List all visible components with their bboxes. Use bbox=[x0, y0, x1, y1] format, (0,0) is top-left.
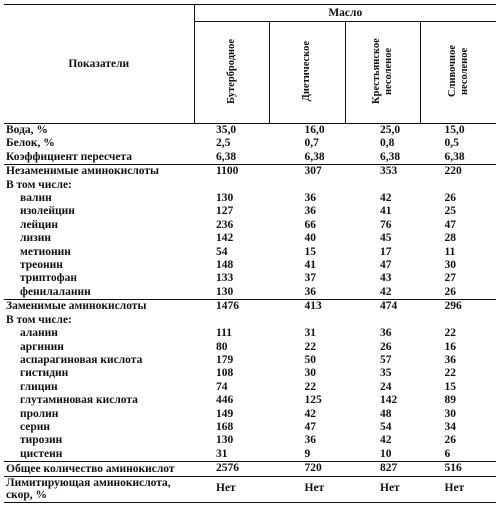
indicator-header: Показатели bbox=[4, 5, 194, 124]
table-row bbox=[4, 179, 496, 192]
cell-value: 6 bbox=[444, 447, 451, 460]
column-header-sandwich: Бутербродное bbox=[194, 22, 270, 124]
table-row bbox=[4, 151, 496, 165]
cell-value: 108 bbox=[216, 367, 234, 380]
cell-value: 130 bbox=[216, 192, 234, 205]
cell-value: 26 bbox=[444, 192, 456, 205]
row-label: аланин bbox=[20, 327, 58, 340]
row-label: гистидин bbox=[20, 367, 69, 380]
cell-value: Нет bbox=[421, 476, 497, 502]
row-label: В том числе: bbox=[6, 178, 72, 191]
table-row bbox=[4, 205, 496, 218]
cell-value: 54 bbox=[380, 420, 392, 433]
cell-value: 43 bbox=[380, 272, 392, 285]
table-row bbox=[4, 219, 496, 232]
table-row bbox=[4, 421, 496, 434]
cell-value: 10 bbox=[380, 447, 392, 460]
row-label: Лимитирующая аминокислота, скор, % bbox=[4, 476, 194, 502]
cell-value: 25 bbox=[444, 205, 456, 218]
cell-value: 26 bbox=[380, 340, 392, 353]
cell-value: 30 bbox=[444, 407, 456, 420]
cell-value bbox=[270, 179, 346, 192]
cell-value: 24 bbox=[380, 380, 392, 393]
cell-value: 0,7 bbox=[304, 137, 319, 150]
cell-value bbox=[270, 314, 346, 327]
cell-value: 22 bbox=[304, 340, 316, 353]
cell-value: 47 bbox=[444, 218, 456, 231]
cell-value: 36 bbox=[380, 327, 392, 340]
table-row bbox=[4, 367, 496, 380]
row-label: Белок, % bbox=[6, 137, 55, 150]
column-header-peasant-unsalted: Крестьянское несоленое bbox=[345, 22, 421, 124]
butter-amino-acid-table bbox=[4, 4, 496, 503]
table-row bbox=[4, 124, 496, 138]
cell-value: 57 bbox=[380, 353, 392, 366]
cell-value: 47 bbox=[304, 420, 316, 433]
cell-value: 149 bbox=[216, 407, 234, 420]
cell-value: 148 bbox=[216, 259, 234, 272]
table-row bbox=[4, 259, 496, 272]
cell-value: 31 bbox=[216, 447, 228, 460]
cell-value: 220 bbox=[421, 165, 497, 179]
row-label: лизин bbox=[20, 232, 51, 245]
row-label: Незаменимые аминокислоты bbox=[4, 165, 194, 179]
table-row bbox=[4, 408, 496, 421]
butter-group-header: Масло bbox=[194, 5, 496, 22]
cell-value: 26 bbox=[444, 285, 456, 298]
cell-value: 42 bbox=[304, 407, 316, 420]
cell-value: 80 bbox=[216, 340, 228, 353]
table-row bbox=[4, 246, 496, 259]
cell-value: Нет bbox=[345, 476, 421, 502]
cell-value: 41 bbox=[380, 205, 392, 218]
cell-value: 36 bbox=[304, 205, 316, 218]
cell-value: 22 bbox=[444, 367, 456, 380]
cell-value: 2576 bbox=[194, 462, 270, 476]
cell-value bbox=[345, 314, 421, 327]
row-label: аспарагиновая кислота bbox=[20, 353, 143, 366]
cell-value: 353 bbox=[345, 165, 421, 179]
cell-value: 6,38 bbox=[380, 150, 401, 163]
cell-value: 47 bbox=[380, 259, 392, 272]
table-row bbox=[4, 192, 496, 205]
cell-value: 36 bbox=[304, 285, 316, 298]
cell-value: 22 bbox=[304, 380, 316, 393]
column-header-sweet-cream-unsalted: Сливочное несоленое bbox=[421, 22, 497, 124]
cell-value: 50 bbox=[304, 353, 316, 366]
cell-value: 36 bbox=[444, 353, 456, 366]
cell-value: 111 bbox=[216, 327, 232, 340]
cell-value bbox=[345, 179, 421, 192]
table-row bbox=[4, 300, 496, 314]
cell-value: 30 bbox=[304, 367, 316, 380]
table-row bbox=[4, 354, 496, 367]
cell-value: Нет bbox=[194, 476, 270, 502]
cell-value: 76 bbox=[380, 218, 392, 231]
row-label: треонин bbox=[20, 259, 63, 272]
cell-value: 28 bbox=[444, 232, 456, 245]
table-row bbox=[4, 232, 496, 245]
row-label: аргинин bbox=[20, 340, 64, 353]
table-row bbox=[4, 434, 496, 447]
row-label: валин bbox=[20, 192, 52, 205]
cell-value: 30 bbox=[444, 259, 456, 272]
cell-value: 6,38 bbox=[216, 150, 237, 163]
cell-value: 35,0 bbox=[216, 124, 237, 136]
cell-value: 474 bbox=[345, 300, 421, 314]
cell-value: 0,5 bbox=[444, 137, 459, 150]
row-label: изолейцин bbox=[20, 205, 75, 218]
cell-value: 66 bbox=[304, 218, 316, 231]
column-header-dietary: Диетическое bbox=[270, 22, 346, 124]
table-row bbox=[4, 394, 496, 407]
cell-value: 0,8 bbox=[380, 137, 395, 150]
cell-value: 37 bbox=[304, 272, 316, 285]
cell-value: Нет bbox=[270, 476, 346, 502]
table-row bbox=[4, 272, 496, 285]
row-label: метионин bbox=[20, 245, 71, 258]
table-body bbox=[4, 124, 496, 503]
table-row bbox=[4, 476, 496, 502]
cell-value: 9 bbox=[304, 447, 311, 460]
cell-value: 41 bbox=[304, 259, 316, 272]
cell-value: 16,0 bbox=[304, 124, 325, 136]
row-label: В том числе: bbox=[6, 313, 72, 326]
cell-value: 827 bbox=[345, 462, 421, 476]
cell-value: 446 bbox=[216, 394, 234, 407]
cell-value: 133 bbox=[216, 272, 234, 285]
cell-value: 236 bbox=[216, 218, 234, 231]
table-row bbox=[4, 327, 496, 340]
row-label: глицин bbox=[20, 380, 58, 393]
row-label: цистеин bbox=[20, 447, 63, 460]
cell-value: 516 bbox=[421, 462, 497, 476]
cell-value: 16 bbox=[444, 340, 456, 353]
cell-value: 1476 bbox=[194, 300, 270, 314]
cell-value: 35 bbox=[380, 367, 392, 380]
row-label: Заменимые аминокислоты bbox=[4, 300, 194, 314]
cell-value: 27 bbox=[444, 272, 456, 285]
cell-value: 127 bbox=[216, 205, 234, 218]
cell-value: 26 bbox=[444, 434, 456, 447]
cell-value: 130 bbox=[216, 434, 234, 447]
cell-value: 720 bbox=[270, 462, 346, 476]
cell-value: 89 bbox=[444, 394, 456, 407]
table-row bbox=[4, 165, 496, 179]
cell-value: 15,0 bbox=[444, 124, 465, 136]
row-label: тирозин bbox=[20, 434, 63, 447]
cell-value: 31 bbox=[304, 327, 316, 340]
row-label: Общее количество аминокислот bbox=[4, 462, 194, 476]
cell-value: 307 bbox=[270, 165, 346, 179]
cell-value bbox=[421, 314, 497, 327]
cell-value: 15 bbox=[304, 245, 316, 258]
cell-value: 179 bbox=[216, 353, 234, 366]
row-label: глутаминовая кислота bbox=[20, 394, 138, 407]
cell-value: 22 bbox=[444, 327, 456, 340]
row-label: серин bbox=[20, 420, 50, 433]
row-label: фенилаланин bbox=[20, 285, 91, 298]
cell-value: 6,38 bbox=[304, 150, 325, 163]
table-row bbox=[4, 381, 496, 394]
cell-value: 45 bbox=[380, 232, 392, 245]
cell-value: 40 bbox=[304, 232, 316, 245]
table-row bbox=[4, 137, 496, 150]
cell-value: 6,38 bbox=[444, 150, 465, 163]
cell-value: 130 bbox=[216, 285, 234, 298]
cell-value: 15 bbox=[444, 380, 456, 393]
cell-value: 74 bbox=[216, 380, 228, 393]
cell-value bbox=[194, 179, 270, 192]
cell-value: 34 bbox=[444, 420, 456, 433]
cell-value: 42 bbox=[380, 434, 392, 447]
cell-value: 296 bbox=[421, 300, 497, 314]
cell-value: 11 bbox=[444, 245, 456, 258]
cell-value: 1100 bbox=[194, 165, 270, 179]
cell-value: 2,5 bbox=[216, 137, 231, 150]
row-label: Коэффициент пересчета bbox=[6, 150, 132, 163]
cell-value: 36 bbox=[304, 434, 316, 447]
table-row bbox=[4, 448, 496, 462]
table-row bbox=[4, 286, 496, 300]
cell-value: 168 bbox=[216, 420, 234, 433]
table-row bbox=[4, 462, 496, 476]
cell-value: 48 bbox=[380, 407, 392, 420]
row-label: Вода, % bbox=[6, 124, 48, 136]
cell-value: 54 bbox=[216, 245, 228, 258]
cell-value: 17 bbox=[380, 245, 392, 258]
cell-value: 25,0 bbox=[380, 124, 401, 136]
row-label: триптофан bbox=[20, 272, 78, 285]
row-label: пролин bbox=[20, 407, 59, 420]
cell-value: 42 bbox=[380, 192, 392, 205]
cell-value: 42 bbox=[380, 285, 392, 298]
cell-value: 142 bbox=[380, 394, 398, 407]
table-row bbox=[4, 314, 496, 327]
row-label: лейцин bbox=[20, 218, 59, 231]
cell-value bbox=[421, 179, 497, 192]
cell-value: 36 bbox=[304, 192, 316, 205]
cell-value: 142 bbox=[216, 232, 234, 245]
table-row bbox=[4, 341, 496, 354]
cell-value bbox=[194, 314, 270, 327]
cell-value: 125 bbox=[304, 394, 322, 407]
cell-value: 413 bbox=[270, 300, 346, 314]
